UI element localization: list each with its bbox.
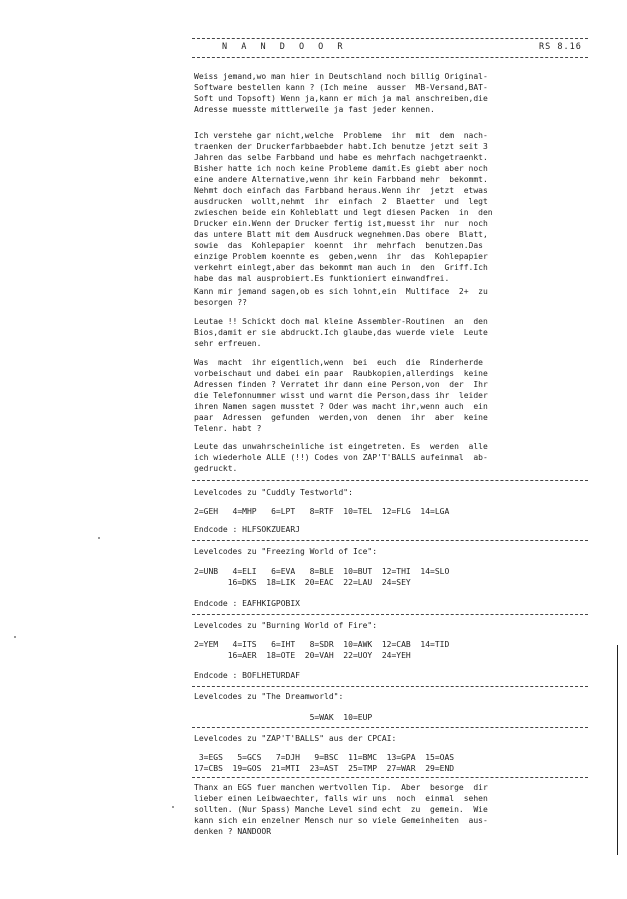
- section-title: Levelcodes zu "ZAP'T'BALLS" aus der CPCAI:: [194, 734, 397, 743]
- levelcode-list: 3=EGS 5=GCS 7=DJH 9=BSC 11=BMC 13=GPA 15=OAS 17=CBS 19=GOS 21=MTI 23=AST 25=TMP 27=WAR 29=END: [194, 753, 455, 773]
- paragraph-multiface: Kann mir jemand sagen,ob es sich lohnt,ein Multiface 2+ zu besorgen ??: [194, 287, 488, 307]
- paragraph-raubkopien: Was macht ihr eigentlich,wenn bei euch die Rinderherde vorbeischaut und dabei ein paar Raubkopien,allerdings keine Adressen finden ? Verratet ihr dann eine Person,von der Ihr die Telefonnummer wisst und warnt die Person,dass ihr leider ihren Namen sagen musstet ? Oder was macht ihr,wenn auch ein paar Adressen gefunden werden,von denen ihr aber keine Telenr. habt ?: [194, 358, 488, 433]
- section-divider: [192, 540, 588, 541]
- scan-speck: [98, 537, 100, 539]
- levelcode-list: 2=UNB 4=ELI 6=EVA 8=BLE 10=BUT 12=THI 14=SLO 16=DKS 18=LIK 20=EAC 22=LAU 24=SEY: [194, 567, 450, 587]
- header-divider: [192, 57, 588, 58]
- section-divider: [192, 614, 588, 615]
- section-divider: [192, 777, 588, 778]
- section-title: Levelcodes zu "Freezing World of Ice":: [194, 547, 378, 556]
- section-divider: [192, 727, 588, 728]
- paragraph-software: Weiss jemand,wo man hier in Deutschland noch billig Original- Software bestellen kann ? (Ich meine ausser MB-Versand,BAT- Soft und Topsoft) Wenn ja,kann er mich ja mal anschreiben,die Adresse muesste mittlerweile ja fast jeder kennen.: [194, 72, 488, 114]
- section-title: Levelcodes zu "The Dreamworld":: [194, 692, 344, 701]
- section-divider: [192, 686, 588, 687]
- header-title: N A N D O O R: [222, 42, 348, 52]
- levelcode-list: 2=YEM 4=ITS 6=IHT 8=SDR 10=AWK 12=CAB 14=TID 16=AER 18=OTE 20=VAH 22=UOY 24=YEH: [194, 640, 450, 660]
- paragraph-assembler: Leutae !! Schickt doch mal kleine Assembler-Routinen an den Bios,damit er sie abdruckt.Ich glaube,das wuerde viele Leute sehr erfreuen.: [194, 317, 488, 348]
- scan-speck: [172, 806, 174, 808]
- top-divider: [192, 38, 588, 39]
- endcode: Endcode : HLFSOKZUEARJ: [194, 525, 300, 534]
- paragraph-farbband: Ich verstehe gar nicht,welche Probleme ihr mit dem nach- traenken der Druckerfarbbaebder habt.Ich benutze jetzt seit 3 Jahren das selbe Farbband und habe es mehrfach nachgetraenkt. Bisher hatte ich noch keine Probleme damit.Es giebt aber noch eine andere Alternative,wenn ihr kein Farbband mehr bekommt. Nehmt doch einfach das Farbband heraus.Wenn ihr jetzt etwas ausdrucken wollt,nehmt ihr einfach 2 Blaetter und legt zwieschen beide ein Kohleblatt und legt diesen Packen in den Drucker ein.Wenn der Drucker fertig ist,muesst ihr nur noch das untere Blatt mit dem Ausdruck wegnehmen.Das obere Blatt, sowie das Kohlepapier koennt ihr mehrfach benutzen.Das einzige Problem koennte es geben,wenn ihr das Kohlepapier verkehrt einlegt,aber das bekommt man auch in den Griff.Ich habe das mal ausprobiert.Es funktioniert einwandfrei.: [194, 131, 493, 283]
- header-page-ref: RS 8.16: [539, 42, 582, 52]
- endcode: Endcode : BOFLHETURDAF: [194, 671, 300, 680]
- paragraph-codes-intro: Leute das unwahrscheinliche ist eingetreten. Es werden alle ich wiederhole ALLE (!!) Codes von ZAP'T'BALLS aufeinmal ab- gedruckt.: [194, 442, 488, 473]
- scan-speck: [14, 636, 16, 638]
- section-title: Levelcodes zu "Cuddly Testworld":: [194, 488, 353, 497]
- margin-line: [617, 645, 618, 855]
- endcode: Endcode : EAFHKIGPOBIX: [194, 599, 300, 608]
- closing-paragraph: Thanx an EGS fuer manchen wertvollen Tip. Aber besorge dir lieber einen Leibwaechter, falls wir uns noch einmal sehen sollten. (Nur Spass) Manche Level sind echt zu gemein. Wie kann sich ein enzelner Mensch nur so viele Gemeinheiten aus- denken ? NANDOOR: [194, 783, 488, 836]
- levelcode-list: 5=WAK 10=EUP: [194, 713, 373, 722]
- section-title: Levelcodes zu "Burning World of Fire":: [194, 621, 378, 630]
- levelcode-list: 2=GEH 4=MHP 6=LPT 8=RTF 10=TEL 12=FLG 14=LGA: [194, 507, 450, 516]
- section-divider: [192, 480, 588, 481]
